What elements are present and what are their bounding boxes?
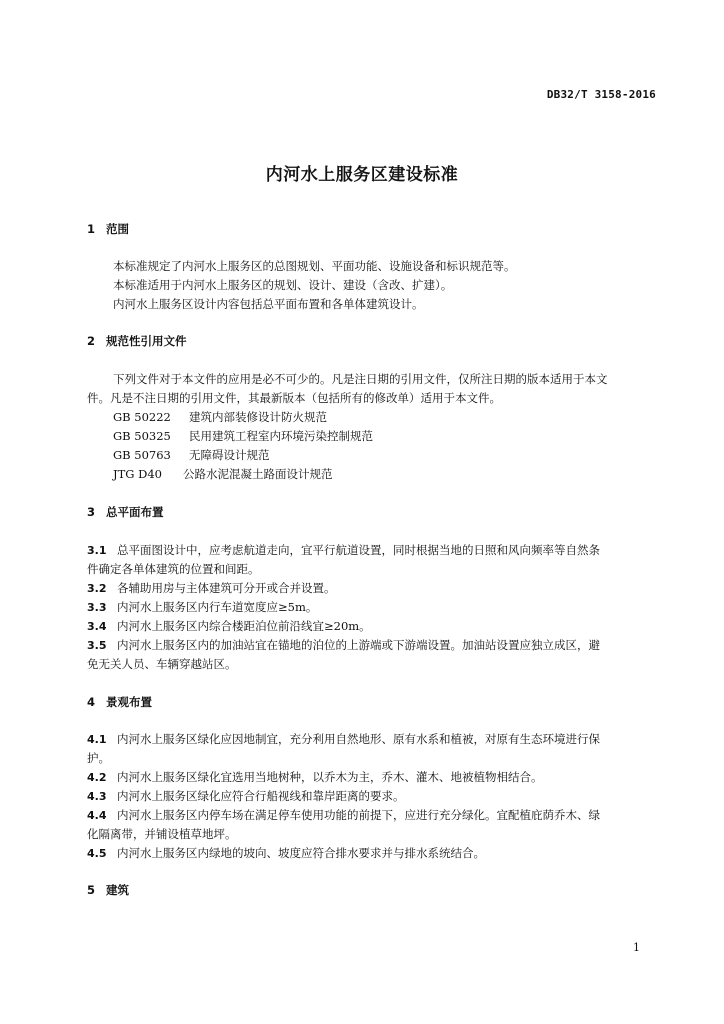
clause-number: 3.4 bbox=[87, 620, 107, 633]
paragraph: 本标准适用于内河水上服务区的规划、设计、建设（含改、扩建）。 bbox=[113, 278, 453, 292]
section-heading-general-layout bbox=[87, 504, 164, 520]
clause bbox=[87, 844, 485, 863]
reference-code: GB 50325 bbox=[113, 429, 171, 443]
reference-code: JTG D40 bbox=[113, 467, 162, 481]
section-heading-landscape bbox=[87, 694, 152, 710]
section-heading-building bbox=[87, 882, 129, 898]
clause bbox=[87, 617, 371, 636]
clause-text: 内河水上服务区内综合楼距泊位前沿线宜≥20m。 bbox=[117, 619, 371, 633]
reference-name: 公路水泥混凝土路面设计规范 bbox=[183, 467, 333, 481]
reference-code: GB 50222 bbox=[113, 410, 171, 424]
clause bbox=[87, 787, 405, 806]
section-number: 5 bbox=[87, 883, 96, 897]
reference-item bbox=[113, 446, 270, 465]
section-title: 总平面布置 bbox=[106, 505, 164, 519]
section-heading-normative-references bbox=[87, 333, 187, 349]
clause bbox=[87, 636, 600, 655]
clause-text: 各辅助用房与主体建筑可分开或合并设置。 bbox=[117, 581, 336, 595]
section-number: 1 bbox=[87, 222, 96, 236]
reference-item bbox=[113, 427, 373, 446]
reference-item bbox=[113, 465, 333, 484]
clause-number: 3.1 bbox=[87, 544, 107, 557]
standard-code: DB32/T 3158-2016 bbox=[546, 88, 656, 101]
clause-text: 内河水上服务区内绿地的坡向、坡度应符合排水要求并与排水系统结合。 bbox=[117, 846, 485, 860]
clause-text: 总平面图设计中，应考虑航道走向，宜平行航道设置，同时根据当地的日照和风向频率等自然条 bbox=[117, 543, 600, 557]
section-title: 规范性引用文件 bbox=[106, 334, 187, 348]
clause bbox=[87, 579, 336, 598]
clause-text: 内河水上服务区绿化应因地制宜，充分利用自然地形、原有水系和植被，对原有生态环境进行保 bbox=[117, 732, 600, 746]
clause-text: 内河水上服务区内行车道宽度应≥5m。 bbox=[117, 600, 318, 614]
clause-text: 内河水上服务区内停车场在满足停车使用功能的前提下，应进行充分绿化。宜配植庇荫乔木、绿 bbox=[117, 808, 600, 822]
clause bbox=[87, 806, 600, 825]
reference-item bbox=[113, 408, 327, 427]
clause-text: 内河水上服务区绿化应符合行船视线和靠岸距离的要求。 bbox=[117, 789, 405, 803]
clause-text: 内河水上服务区内的加油站宜在锚地的泊位的上游端或下游端设置。加油站设置应独立成区，避 bbox=[117, 638, 600, 652]
clause-number: 3.2 bbox=[87, 582, 107, 595]
clause-number: 4.4 bbox=[87, 809, 107, 822]
clause bbox=[87, 541, 600, 560]
section-title: 景观布置 bbox=[106, 695, 152, 709]
clause-continuation: 护。 bbox=[87, 751, 110, 765]
document-title: 内河水上服务区建设标准 bbox=[265, 165, 459, 185]
reference-code: GB 50763 bbox=[113, 448, 171, 462]
clause-number: 4.3 bbox=[87, 790, 107, 803]
paragraph: 本标准规定了内河水上服务区的总图规划、平面功能、设施设备和标识规范等。 bbox=[113, 259, 516, 273]
clause bbox=[87, 598, 317, 617]
paragraph: 下列文件对于本文件的应用是必不可少的。凡是注日期的引用文件，仅所注日期的版本适用于本文 bbox=[113, 372, 608, 386]
clause-number: 4.5 bbox=[87, 847, 107, 860]
clause bbox=[87, 730, 600, 749]
section-number: 3 bbox=[87, 505, 96, 519]
section-title: 建筑 bbox=[106, 883, 129, 897]
clause-number: 4.1 bbox=[87, 733, 107, 746]
reference-name: 建筑内部装修设计防火规范 bbox=[189, 410, 327, 424]
clause-continuation: 免无关人员、车辆穿越站区。 bbox=[87, 657, 237, 671]
section-number: 2 bbox=[87, 334, 96, 348]
clause-number: 3.5 bbox=[87, 639, 107, 652]
page-number: 1 bbox=[633, 941, 640, 954]
paragraph-continuation: 件。凡是不注日期的引用文件，其最新版本（包括所有的修改单）适用于本文件。 bbox=[87, 391, 501, 405]
section-heading-scope bbox=[87, 221, 129, 237]
section-number: 4 bbox=[87, 695, 96, 709]
clause bbox=[87, 768, 543, 787]
reference-name: 民用建筑工程室内环境污染控制规范 bbox=[189, 429, 373, 443]
clause-number: 4.2 bbox=[87, 771, 107, 784]
section-title: 范围 bbox=[106, 222, 129, 236]
paragraph: 内河水上服务区设计内容包括总平面布置和各单体建筑设计。 bbox=[113, 297, 424, 311]
clause-continuation: 件确定各单体建筑的位置和间距。 bbox=[87, 562, 260, 576]
clause-number: 3.3 bbox=[87, 601, 107, 614]
clause-text: 内河水上服务区绿化宜选用当地树种，以乔木为主，乔木、灌木、地被植物相结合。 bbox=[117, 770, 543, 784]
reference-name: 无障碍设计规范 bbox=[189, 448, 270, 462]
clause-continuation: 化隔离带，并铺设植草地坪。 bbox=[87, 827, 237, 841]
